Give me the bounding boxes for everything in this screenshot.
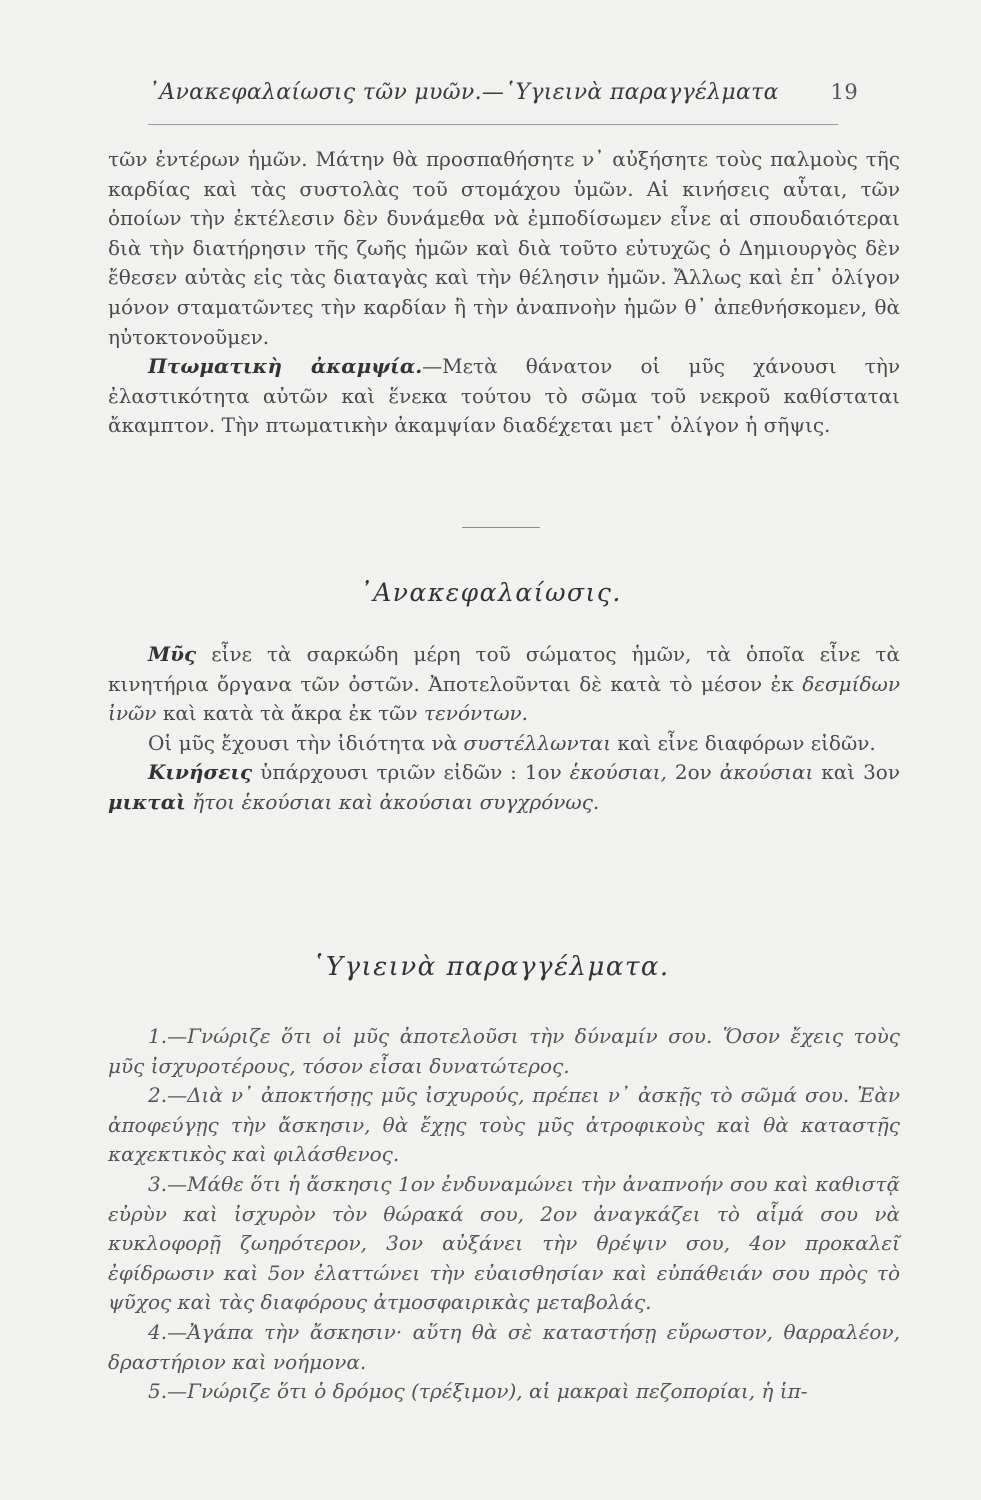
header-rule: [148, 124, 838, 125]
intro-paragraph: τῶν ἐντέρων ἡμῶν. Μάτην θὰ προσπαθήσητε ν᾿ αὐξήσητε τοὺς παλμοὺς τῆς καρδίας καὶ τὰς συστολὰς τοῦ στομάχου ὑμῶν. Αἱ κινήσεις αὗται, τῶν ὁποίων τὴν ἐκτέλεσιν δὲν δυνάμεθα νὰ ἐμποδίσωμεν εἶνε αἱ σπουδαιότεραι διὰ τὴν διατήρησιν τῆς ζωῆς ἡμῶν καὶ διὰ τοῦτο εὐτυχῶς ὁ Δημιουργὸς δὲν ἔθεσεν αὐτὰς εἰς τὰς διαταγὰς καὶ τὴν θέλησιν ἡμῶν. Ἄλλως καὶ ἐπ᾿ ὀλίγον μόνον σταματῶντες τὴν καρδίαν ἢ τὴν ἀναπνοὴν ἡμῶν θ᾿ ἀπεθνήσκομεν, θὰ ηὐτοκτονοῦμεν.: [108, 147, 900, 349]
summary-text-segment: Οἱ μῦς ἔχουσι τὴν ἰδιότητα νὰ: [148, 730, 464, 755]
muscles-term: Μῦς: [148, 642, 197, 666]
movements-term: Κινήσεις: [148, 760, 253, 785]
intro-text: [108, 145, 900, 441]
summary-heading: ᾿Ανακεφαλαίωσις.: [359, 578, 622, 607]
precepts-list: [108, 1022, 900, 1407]
rigor-mortis-paragraph: [108, 352, 900, 441]
summary-italic-segment: ἑκούσιαι,: [569, 760, 667, 785]
summary-text-segment: καὶ εἶνε διαφόρων εἰδῶν.: [611, 730, 876, 755]
summary-paragraph-muscles: [108, 640, 900, 729]
summary-paragraph-movements: [108, 758, 900, 817]
summary-text-segment: καὶ κατὰ τὰ ἄκρα ἐκ τῶν: [156, 701, 424, 726]
summary-text-segment: ὑπάρχουσι τριῶν εἰδῶν : 1ον: [252, 760, 570, 785]
running-title: ᾿Ανακεφαλαίωσις τῶν μυῶν.—῾Υγιεινὰ παραγγέλματα: [148, 80, 779, 105]
rigor-mortis-term: Πτωματικὴ ἀκαμψία.: [148, 354, 423, 379]
precept-item: 1.—Γνώριζε ὅτι οἱ μῦς ἀποτελοῦσι τὴν δύναμίν σου. Ὅσον ἔχεις τοὺς μῦς ἰσχυροτέρους, τόσον εἶσαι δυνατώτερος.: [108, 1024, 900, 1078]
precept-item: 5.—Γνώριζε ὅτι ὁ δρόμος (τρέξιμον), αἱ μακραὶ πεζοπορίαι, ἡ ἱπ-: [148, 1379, 808, 1404]
summary-italic-segment: ἀκούσιαι: [719, 760, 814, 785]
summary-italic-segment: τενόντων.: [424, 701, 529, 726]
precepts-heading: ῾Υγιεινὰ παραγγέλματα.: [311, 952, 670, 982]
mixed-term: μικταὶ: [108, 789, 186, 814]
summary-text-segment: καὶ 3ον: [813, 760, 900, 785]
summary-italic-segment: δεσμίδων ἰνῶν: [108, 671, 900, 726]
page-number: 19: [830, 80, 858, 104]
running-header: [148, 80, 858, 105]
precept-item: 4.—Ἀγάπα τὴν ἄσκησιν· αὕτη θὰ σὲ καταστήσῃ εὔρωστον, θαρραλέον, δραστήριον καὶ νοήμονα.: [108, 1319, 900, 1374]
summary-paragraph-property: [108, 729, 900, 759]
precept-item: 3.—Μάθε ὅτι ἡ ἄσκησις 1ον ἐνδυναμώνει τὴν ἀναπνοήν σου καὶ καθιστᾷ εὐρὺν καὶ ἰσχυρὸν τὸν θώρακά σου, 2ον ἀναγκάζει τὸ αἷμά σου νὰ κυκλοφορῇ ζωηρότερον, 3ον αὐξάνει τὴν θρέψιν σου, 4ον προκαλεῖ ἐφίδρωσιν καὶ 5ον ἐλαττώνει τὴν εὐαισθησίαν καὶ εὐπάθειάν σου πρὸς τὸ ψῦχος καὶ τὰς διαφόρους ἀτμοσφαιρικὰς μεταβολάς.: [108, 1171, 900, 1315]
section-separator: [462, 527, 540, 528]
summary-text-segment: 2ον: [666, 760, 720, 785]
summary-italic-segment: συστέλλωνται: [463, 730, 612, 755]
summary-italic-segment: ἤτοι ἑκούσιαι καὶ ἀκούσιαι συγχρόνως.: [185, 789, 600, 814]
rigor-mortis-text: —Μετὰ θάνατον οἱ μῦς χάνουσι τὴν ἐλαστικότητα αὐτῶν καὶ ἕνεκα τούτου τὸ σῶμα τοῦ νεκροῦ καθίσταται ἄκαμπτον. Τὴν πτωματικὴν ἀκαμψίαν διαδέχεται μετ᾿ ὀλίγον ἡ σῆψις.: [108, 354, 900, 438]
summary-text: [108, 640, 900, 818]
summary-text-segment: εἶνε τὰ σαρκώδη μέρη τοῦ σώματος ἡμῶν, τὰ ὁποῖα εἶνε τὰ κινητήρια ὄργανα τῶν ὀστῶν. Ἀποτελοῦνται δὲ κατὰ τὸ μέσον ἐκ: [108, 642, 900, 696]
precept-item: 2.—Διὰ ν᾿ ἀποκτήσῃς μῦς ἰσχυρούς, πρέπει ν᾿ ἀσκῇς τὸ σῶμά σου. Ἐὰν ἀποφεύγῃς τὴν ἄσκησιν, θὰ ἔχῃς τοὺς μῦς ἀτροφικοὺς καὶ θὰ καταστῇς καχεκτικὸς καὶ φιλάσθενος.: [108, 1083, 900, 1167]
